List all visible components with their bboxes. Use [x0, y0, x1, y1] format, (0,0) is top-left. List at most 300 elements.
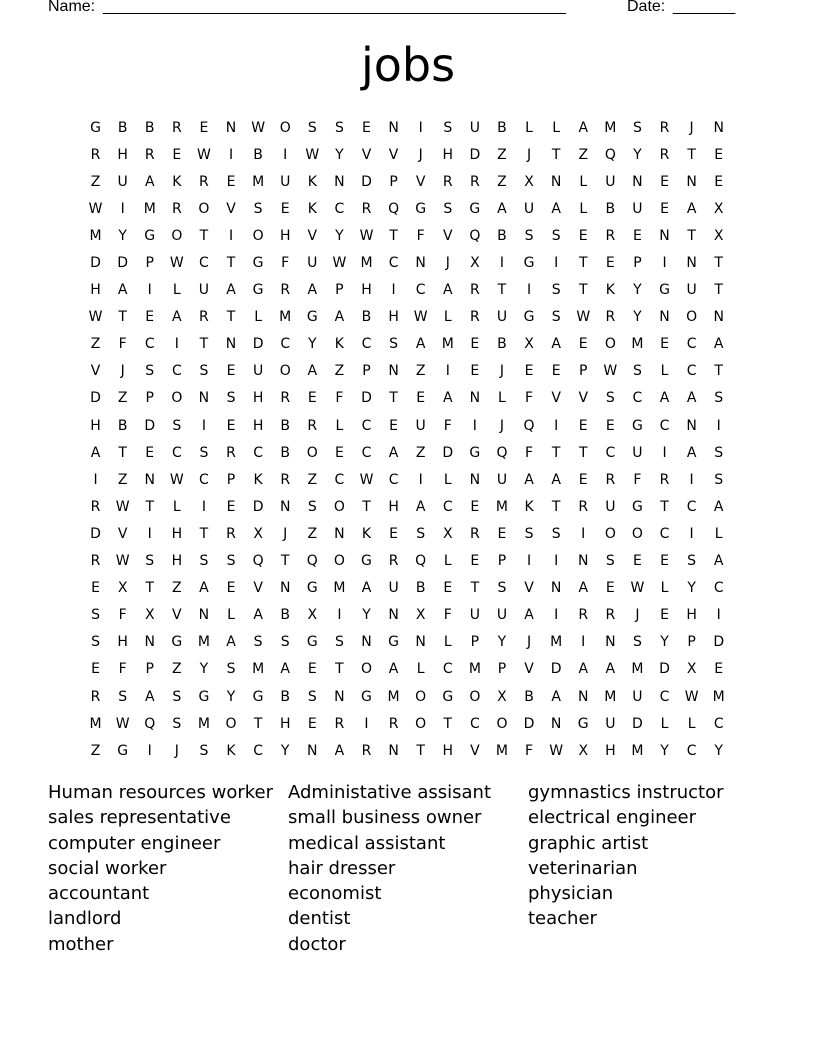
grid-row: [82, 304, 734, 331]
grid-letter: C: [686, 498, 697, 515]
grid-letter: M: [495, 742, 508, 759]
grid-letter: V: [117, 525, 128, 542]
grid-letter: U: [605, 715, 616, 732]
grid-letter: S: [524, 227, 534, 244]
grid-letter: Y: [633, 146, 642, 163]
grid-letter: V: [470, 742, 480, 759]
grid-letter: T: [226, 309, 236, 326]
grid-letter: O: [171, 390, 183, 407]
grid-letter: C: [686, 363, 697, 380]
word-item: hair dresser: [288, 857, 396, 879]
grid-letter: G: [631, 417, 643, 434]
grid-letter: H: [279, 227, 291, 244]
grid-letter: C: [253, 444, 263, 461]
grid-letter: A: [524, 607, 534, 624]
grid-letter: A: [578, 580, 589, 597]
grid-letter: V: [90, 363, 101, 380]
grid-letter: R: [280, 282, 291, 299]
grid-letter: S: [605, 390, 615, 407]
grid-letter: E: [660, 553, 669, 570]
grid-letter: A: [253, 607, 263, 624]
grid-letter: C: [659, 417, 670, 434]
grid-letter: G: [306, 580, 318, 597]
grid-letter: I: [174, 336, 179, 353]
grid-letter: H: [605, 742, 616, 759]
grid-letter: T: [497, 282, 507, 299]
grid-letter: O: [415, 715, 427, 732]
grid-letter: R: [144, 146, 155, 163]
grid-letter: K: [172, 173, 182, 190]
grid-letter: B: [280, 688, 290, 705]
grid-letter: I: [716, 417, 721, 434]
grid-letter: M: [604, 688, 617, 705]
grid-letter: U: [252, 363, 264, 380]
grid-letter: S: [551, 227, 561, 244]
grid-letter: L: [416, 661, 425, 678]
grid-letter: N: [469, 471, 481, 488]
name-label: Name:: [48, 0, 96, 15]
grid-letter: X: [144, 607, 155, 624]
grid-letter: S: [253, 200, 263, 217]
grid-letter: P: [145, 255, 154, 272]
grid-letter: M: [197, 634, 210, 651]
grid-letter: G: [388, 634, 399, 651]
grid-letter: C: [388, 255, 399, 272]
grid-letter: Y: [280, 742, 290, 759]
grid-letter: F: [525, 742, 534, 759]
grid-letter: A: [551, 336, 561, 353]
grid-letter: D: [117, 255, 129, 272]
grid-letter: Z: [117, 390, 128, 407]
grid-letter: E: [632, 227, 642, 244]
grid-letter: B: [415, 580, 426, 597]
grid-letter: A: [713, 553, 724, 570]
grid-letter: G: [361, 553, 372, 570]
grid-letter: O: [415, 688, 427, 705]
grid-letter: I: [554, 553, 559, 570]
grid-letter: O: [279, 119, 291, 136]
grid-letter: R: [605, 227, 616, 244]
grid-letter: Y: [362, 607, 371, 624]
grid-letter: L: [443, 471, 452, 488]
grid-letter: A: [442, 390, 453, 407]
grid-letter: Z: [90, 336, 101, 353]
grid-letter: R: [334, 715, 345, 732]
grid-letter: U: [307, 255, 318, 272]
grid-letter: T: [714, 282, 723, 299]
grid-letter: Z: [307, 471, 318, 488]
grid-letter: C: [713, 715, 724, 732]
grid-letter: K: [307, 200, 317, 217]
grid-letter: A: [361, 580, 372, 597]
grid-letter: N: [334, 173, 345, 190]
word-item: mother: [48, 933, 114, 955]
grid-letter: V: [551, 390, 561, 407]
grid-letter: I: [228, 227, 234, 244]
grid-letter: G: [252, 282, 264, 299]
grid-letter: R: [226, 525, 236, 542]
grid-letter: L: [660, 715, 669, 732]
grid-letter: B: [605, 200, 616, 217]
grid-letter: T: [199, 525, 209, 542]
grid-letter: T: [687, 146, 696, 163]
grid-letter: R: [199, 173, 209, 190]
word-item: gymnastics instructor: [528, 782, 724, 803]
grid-letter: N: [198, 607, 210, 624]
grid-letter: Q: [523, 417, 535, 434]
page-title: jobs: [360, 38, 456, 92]
grid-letter: H: [252, 390, 264, 407]
grid-letter: H: [252, 417, 264, 434]
grid-letter: O: [225, 715, 237, 732]
grid-letter: E: [578, 336, 588, 353]
grid-letter: L: [335, 417, 344, 434]
grid-letter: L: [660, 363, 669, 380]
grid-letter: S: [280, 634, 290, 651]
grid-letter: U: [496, 309, 508, 326]
word-list-column-2: [288, 780, 528, 957]
grid-letter: H: [361, 282, 372, 299]
grid-letter: D: [523, 715, 535, 732]
grid-letter: O: [198, 200, 210, 217]
word-item: landlord: [48, 908, 122, 930]
date-field-line[interactable]: _______: [673, 0, 736, 15]
grid-letter: J: [418, 146, 423, 163]
grid-letter: A: [686, 444, 697, 461]
grid-letter: D: [144, 417, 156, 434]
grid-letter: Q: [469, 227, 481, 244]
grid-letter: O: [306, 444, 318, 461]
grid-letter: E: [389, 525, 398, 542]
grid-letter: P: [579, 363, 588, 380]
grid-letter: G: [442, 688, 454, 705]
grid-letter: Z: [117, 471, 128, 488]
grid-letter: N: [198, 390, 210, 407]
grid-letter: T: [199, 336, 209, 353]
grid-letter: W: [359, 471, 374, 488]
grid-letter: I: [662, 255, 667, 272]
grid-letter: O: [252, 227, 264, 244]
grid-row: [82, 331, 734, 358]
grid-letter: T: [687, 227, 696, 244]
grid-letter: R: [442, 173, 453, 190]
grid-letter: N: [361, 634, 372, 651]
grid-letter: G: [171, 634, 183, 651]
grid-letter: G: [144, 227, 156, 244]
grid-letter: B: [280, 444, 290, 461]
grid-letter: U: [686, 282, 697, 299]
grid-letter: N: [686, 417, 697, 434]
grid-letter: T: [118, 444, 127, 461]
grid-letter: S: [443, 200, 453, 217]
grid-letter: K: [253, 471, 263, 488]
grid-letter: E: [714, 661, 724, 678]
grid-letter: V: [307, 227, 318, 244]
grid-letter: J: [120, 363, 125, 380]
grid-letter: E: [578, 227, 588, 244]
grid-letter: T: [578, 255, 588, 272]
grid-letter: Y: [633, 282, 642, 299]
grid-letter: M: [252, 661, 265, 678]
grid-letter: N: [388, 742, 399, 759]
grid-letter: C: [686, 742, 697, 759]
grid-letter: D: [252, 498, 264, 515]
grid-letter: C: [361, 336, 372, 353]
grid-letter: V: [253, 580, 263, 597]
grid-letter: D: [442, 444, 454, 461]
grid-letter: I: [499, 255, 505, 272]
grid-letter: T: [443, 715, 453, 732]
grid-letter: T: [280, 553, 290, 570]
grid-letter: M: [712, 688, 725, 705]
grid-letter: E: [470, 363, 480, 380]
grid-letter: R: [659, 119, 670, 136]
grid-letter: D: [90, 255, 101, 272]
grid-letter: K: [334, 336, 344, 353]
grid-letter: Y: [633, 309, 642, 326]
grid-letter: S: [632, 119, 642, 136]
grid-letter: U: [523, 200, 535, 217]
grid-letter: Y: [226, 688, 236, 705]
grid-letter: B: [280, 417, 290, 434]
grid-letter: S: [226, 661, 236, 678]
grid-letter: G: [306, 309, 318, 326]
grid-letter: B: [497, 227, 507, 244]
grid-letter: X: [470, 255, 480, 272]
grid-letter: Y: [335, 227, 344, 244]
grid-letter: R: [469, 282, 480, 299]
grid-letter: L: [714, 525, 723, 542]
grid-letter: K: [361, 525, 372, 542]
grid-letter: O: [333, 498, 345, 515]
grid-letter: H: [90, 417, 101, 434]
grid-letter: J: [526, 634, 532, 651]
word-item: computer engineer: [48, 832, 221, 854]
grid-letter: A: [334, 742, 345, 759]
grid-letter: E: [497, 525, 507, 542]
grid-letter: S: [389, 336, 399, 353]
grid-letter: E: [578, 417, 588, 434]
grid-letter: K: [226, 742, 236, 759]
grid-letter: A: [144, 173, 155, 190]
grid-letter: K: [524, 498, 534, 515]
grid-letter: J: [445, 255, 450, 272]
grid-letter: I: [581, 525, 586, 542]
word-item: social worker: [48, 857, 167, 879]
grid-letter: C: [361, 417, 372, 434]
grid-letter: G: [252, 688, 264, 705]
grid-letter: R: [90, 553, 101, 570]
grid-letter: N: [388, 363, 399, 380]
grid-letter: S: [714, 444, 724, 461]
grid-letter: W: [359, 227, 374, 244]
grid-letter: Z: [497, 146, 507, 163]
grid-letter: O: [686, 309, 698, 326]
grid-letter: C: [144, 336, 155, 353]
grid-row: [82, 385, 734, 412]
grid-letter: E: [714, 146, 724, 163]
grid-letter: C: [442, 498, 453, 515]
grid-letter: N: [550, 715, 562, 732]
grid-letter: U: [605, 173, 616, 190]
grid-letter: W: [684, 688, 699, 705]
grid-row: [82, 439, 734, 466]
grid-letter: A: [415, 336, 426, 353]
grid-letter: E: [362, 119, 371, 136]
grid-letter: H: [279, 715, 291, 732]
grid-letter: A: [442, 282, 453, 299]
grid-letter: Z: [172, 661, 182, 678]
grid-letter: A: [686, 200, 697, 217]
grid-letter: S: [714, 471, 724, 488]
grid-letter: I: [93, 471, 98, 488]
grid-letter: E: [334, 444, 344, 461]
grid-letter: V: [226, 200, 236, 217]
grid-letter: E: [416, 390, 426, 407]
grid-letter: R: [388, 553, 399, 570]
grid-row: [82, 412, 734, 439]
grid-letter: A: [307, 282, 318, 299]
grid-letter: N: [605, 634, 616, 651]
grid-letter: S: [334, 119, 344, 136]
grid-letter: Z: [497, 173, 507, 190]
word-item: Administative assisant: [288, 782, 492, 803]
grid-letter: Q: [388, 200, 400, 217]
grid-letter: F: [633, 471, 642, 488]
grid-letter: R: [361, 200, 372, 217]
grid-letter: U: [632, 444, 643, 461]
grid-letter: T: [551, 444, 561, 461]
grid-letter: S: [199, 363, 209, 380]
grid-letter: S: [551, 282, 561, 299]
grid-letter: M: [441, 336, 454, 353]
grid-letter: B: [117, 119, 128, 136]
grid-letter: A: [713, 498, 724, 515]
grid-letter: S: [145, 553, 155, 570]
grid-letter: A: [497, 200, 507, 217]
grid-letter: V: [415, 173, 426, 190]
grid-letter: N: [577, 553, 589, 570]
grid-letter: I: [120, 200, 125, 217]
grid-letter: W: [549, 742, 564, 759]
grid-letter: D: [90, 390, 101, 407]
grid-letter: X: [524, 336, 534, 353]
grid-letter: N: [225, 119, 237, 136]
grid-letter: C: [334, 200, 345, 217]
grid-letter: N: [388, 119, 399, 136]
grid-letter: U: [388, 580, 399, 597]
grid-letter: I: [581, 634, 586, 651]
grid-letter: S: [226, 390, 236, 407]
grid-letter: U: [198, 282, 210, 299]
grid-letter: X: [713, 227, 724, 244]
grid-letter: A: [686, 390, 697, 407]
grid-letter: S: [172, 417, 182, 434]
grid-letter: A: [307, 363, 318, 380]
grid-letter: I: [526, 553, 532, 570]
grid-row: [82, 141, 734, 168]
grid-letter: S: [524, 525, 534, 542]
grid-letter: S: [443, 119, 453, 136]
grid-letter: W: [88, 309, 103, 326]
grid-letter: X: [117, 580, 128, 597]
grid-letter: A: [605, 661, 616, 678]
date-label: Date:: [627, 0, 666, 15]
grid-letter: I: [418, 119, 423, 136]
grid-letter: M: [89, 227, 102, 244]
grid-letter: A: [551, 688, 561, 705]
grid-letter: R: [605, 309, 616, 326]
grid-row: [82, 277, 734, 304]
grid-letter: W: [603, 363, 618, 380]
grid-letter: S: [551, 309, 561, 326]
grid-letter: I: [147, 525, 152, 542]
grid-letter: Y: [660, 742, 669, 759]
grid-letter: X: [524, 173, 534, 190]
grid-letter: A: [226, 634, 236, 651]
grid-letter: W: [251, 119, 266, 136]
grid-letter: I: [554, 255, 559, 272]
grid-letter: G: [659, 282, 670, 299]
grid-letter: N: [279, 498, 291, 515]
grid-letter: H: [171, 525, 183, 542]
grid-letter: M: [604, 119, 617, 136]
grid-letter: E: [660, 173, 669, 190]
grid-letter: N: [659, 309, 670, 326]
word-list-column-1: [48, 780, 288, 957]
grid-letter: I: [147, 742, 152, 759]
grid-letter: E: [605, 580, 615, 597]
grid-letter: N: [659, 227, 670, 244]
grid-letter: Y: [497, 634, 507, 651]
name-field-line[interactable]: ____________________________________________________: [103, 0, 566, 15]
grid-letter: G: [469, 444, 481, 461]
grid-letter: U: [496, 471, 508, 488]
grid-letter: A: [90, 444, 101, 461]
grid-letter: M: [495, 498, 508, 515]
grid-letter: P: [687, 634, 696, 651]
grid-letter: N: [577, 688, 589, 705]
grid-letter: E: [199, 119, 209, 136]
grid-letter: N: [469, 390, 481, 407]
grid-letter: O: [333, 553, 345, 570]
grid-letter: Y: [308, 336, 317, 353]
grid-letter: U: [632, 688, 643, 705]
grid-letter: E: [145, 309, 155, 326]
grid-letter: L: [525, 119, 533, 136]
grid-letter: M: [387, 688, 400, 705]
grid-letter: Y: [199, 661, 209, 678]
grid-letter: R: [90, 146, 101, 163]
grid-letter: I: [337, 607, 342, 624]
grid-letter: H: [442, 742, 454, 759]
grid-letter: E: [660, 200, 669, 217]
grid-letter: S: [714, 390, 724, 407]
grid-row: [82, 629, 734, 656]
grid-letter: L: [552, 119, 561, 136]
grid-letter: E: [524, 363, 534, 380]
grid-letter: E: [91, 580, 100, 597]
grid-letter: V: [172, 607, 182, 624]
grid-letter: S: [253, 634, 263, 651]
grid-letter: Z: [307, 525, 318, 542]
grid-letter: T: [335, 661, 344, 678]
grid-letter: E: [91, 661, 100, 678]
grid-letter: D: [361, 390, 372, 407]
grid-letter: X: [686, 661, 697, 678]
word-item: economist: [288, 883, 382, 905]
grid-letter: L: [498, 390, 506, 407]
